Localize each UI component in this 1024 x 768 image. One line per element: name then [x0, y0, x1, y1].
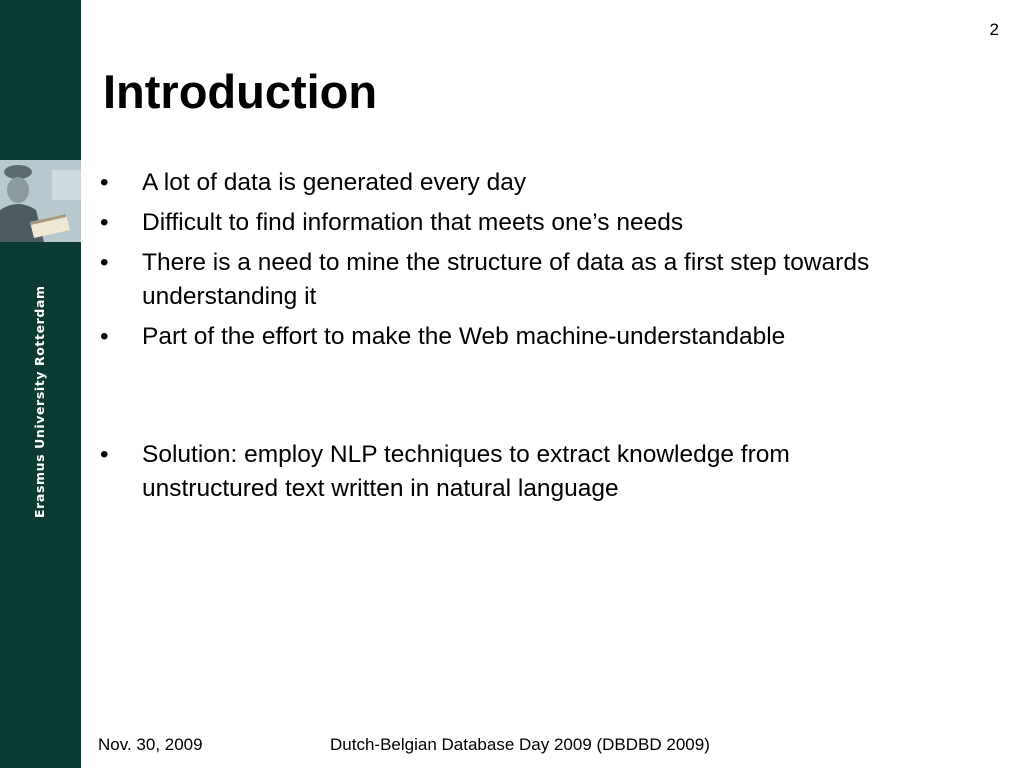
erasmus-portrait-icon — [0, 160, 81, 242]
bullet-marker: • — [100, 249, 109, 276]
footer-event: Dutch-Belgian Database Day 2009 (DBDBD 2009) — [330, 735, 710, 754]
bullet-marker: • — [100, 441, 109, 468]
bullet-item — [100, 206, 930, 240]
bullet-item — [100, 166, 930, 200]
bullet-item — [100, 320, 930, 354]
footer-date: Nov. 30, 2009 — [98, 735, 203, 754]
bullet-marker: • — [100, 209, 109, 236]
bullet-list — [100, 166, 930, 512]
slide-number: 2 — [989, 20, 999, 39]
slide-title: Introduction — [103, 65, 378, 118]
erasmus-portrait-image — [0, 160, 81, 242]
bullet-text: There is a need to mine the structure of data as a first step towards understanding it — [142, 249, 870, 310]
bullet-text: A lot of data is generated every day — [142, 169, 527, 196]
bullet-item — [100, 438, 930, 506]
university-name: Erasmus University Rotterdam — [32, 285, 47, 518]
bullet-item — [100, 246, 930, 314]
bullet-text: Difficult to find information that meets one’s needs — [142, 209, 684, 236]
sidebar — [0, 0, 81, 768]
bullet-marker: • — [100, 323, 109, 350]
bullet-text: Solution: employ NLP techniques to extract knowledge from unstructured text written in natural language — [142, 441, 790, 502]
bullet-marker: • — [100, 169, 109, 196]
bullet-text: Part of the effort to make the Web machine-understandable — [142, 323, 786, 350]
